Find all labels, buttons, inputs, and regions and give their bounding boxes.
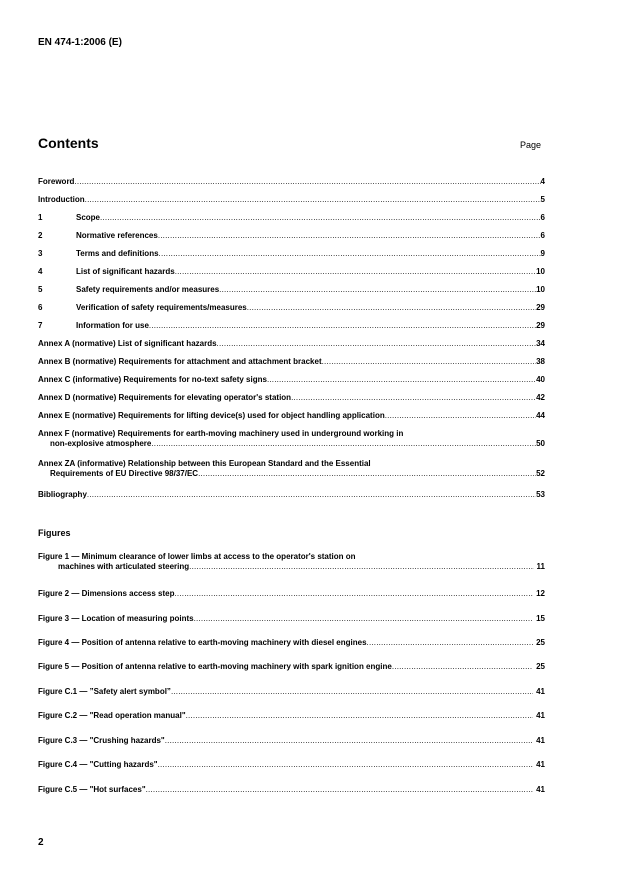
toc-entry-title: Information for use xyxy=(76,321,149,330)
toc-entry-number: 1 xyxy=(38,213,43,222)
document-header: EN 474-1:2006 (E) xyxy=(38,37,122,48)
toc-entry-number: 5 xyxy=(38,285,43,294)
toc-entry-title: Scope xyxy=(76,213,101,222)
toc-entry-page: 29 xyxy=(536,303,545,312)
toc-entry-page: 50 xyxy=(536,439,545,448)
figure-entry-4[interactable] xyxy=(38,638,545,648)
toc-entry-page: 29 xyxy=(536,321,545,330)
toc-entry-number: 7 xyxy=(38,321,43,330)
figure-entry-title: Figure C.5 — "Hot surfaces" xyxy=(38,785,146,794)
figure-entry-c4[interactable] xyxy=(38,760,545,770)
contents-title: Contents xyxy=(38,135,99,151)
toc-entry-page: 34 xyxy=(536,339,545,348)
figure-entry-page: 15 xyxy=(536,614,545,623)
figure-entry-3[interactable] xyxy=(38,614,545,624)
toc-entry-page: 40 xyxy=(536,375,545,384)
toc-entry-terms-definitions[interactable] xyxy=(38,249,545,259)
toc-entry-verification[interactable] xyxy=(38,303,545,313)
toc-entry-page: 6 xyxy=(540,231,545,240)
figure-entry-page: 12 xyxy=(536,589,545,598)
figure-entry-page: 25 xyxy=(536,662,545,671)
figure-entry-c3[interactable] xyxy=(38,736,545,746)
toc-entry-page: 44 xyxy=(536,411,545,420)
toc-entry-title: List of significant hazards xyxy=(76,267,175,276)
figure-entry-2[interactable] xyxy=(38,589,545,599)
toc-entry-page: 52 xyxy=(536,469,545,478)
figures-heading: Figures xyxy=(38,528,71,538)
figure-entry-title: Figure C.1 — ”Safety alert symbol” xyxy=(38,687,171,696)
toc-entry-title: Normative references xyxy=(76,231,158,240)
figure-entry-title: Figure C.4 — "Cutting hazards" xyxy=(38,760,158,769)
toc-entry-page: 10 xyxy=(536,285,545,294)
toc-entry-page: 53 xyxy=(536,490,545,499)
toc-entry-annex-a[interactable] xyxy=(38,339,545,349)
toc-entry-annex-e[interactable] xyxy=(38,411,545,421)
toc-entry-bibliography[interactable] xyxy=(38,490,545,500)
figure-entry-title: Figure 3 — Location of measuring points xyxy=(38,614,194,623)
toc-entry-title: Verification of safety requirements/measures xyxy=(76,303,247,312)
toc-entry-page: 10 xyxy=(536,267,545,276)
toc-entry-title: Terms and definitions xyxy=(76,249,159,258)
toc-entry-annex-d[interactable] xyxy=(38,393,545,403)
toc-entry-introduction[interactable] xyxy=(38,195,545,205)
toc-entry-number: 4 xyxy=(38,267,43,276)
figure-entry-5[interactable] xyxy=(38,662,545,672)
toc-entry-page: 9 xyxy=(540,249,545,258)
toc-entry-annex-f[interactable] xyxy=(38,429,545,449)
toc-entry-title: Introduction xyxy=(38,195,85,204)
toc-entry-page: 6 xyxy=(540,213,545,222)
toc-entry-title: Annex F (normative) Requirements for earth-moving machinery used in underground working in xyxy=(38,429,404,438)
figure-entry-page: 41 xyxy=(536,785,545,794)
toc-entry-page: 5 xyxy=(540,195,545,204)
toc-entry-number: 3 xyxy=(38,249,43,258)
toc-entry-annex-za[interactable] xyxy=(38,459,545,479)
figure-entry-page: 11 xyxy=(536,562,545,571)
toc-entry-scope[interactable] xyxy=(38,213,545,223)
toc-entry-annex-b[interactable] xyxy=(38,357,545,367)
toc-entry-foreword[interactable] xyxy=(38,177,545,187)
toc-entry-title: Annex A (normative) List of significant hazards xyxy=(38,339,217,348)
toc-entry-title: Safety requirements and/or measures xyxy=(76,285,220,294)
toc-entry-number: 2 xyxy=(38,231,43,240)
figure-entry-title-continued: machines with articulated steering xyxy=(58,562,190,571)
toc-entry-title: Foreword xyxy=(38,177,75,186)
toc-entry-title-continued: Requirements of EU Directive 98/37/EC xyxy=(50,469,199,478)
page-column-label: Page xyxy=(520,140,542,150)
toc-entry-title: Annex D (normative) Requirements for elevating operator's station xyxy=(38,393,292,402)
toc-entry-title: Annex B (normative) Requirements for attachment and attachment bracket xyxy=(38,357,322,366)
toc-entry-page: 38 xyxy=(536,357,545,366)
figure-entry-page: 41 xyxy=(536,711,545,720)
figure-entry-c1[interactable] xyxy=(38,687,545,697)
toc-entry-page: 42 xyxy=(536,393,545,402)
toc-entry-information-for-use[interactable] xyxy=(38,321,545,331)
page-number: 2 xyxy=(38,837,44,848)
figure-entry-page: 41 xyxy=(536,687,545,696)
toc-entry-significant-hazards[interactable] xyxy=(38,267,545,277)
toc-entry-number: 6 xyxy=(38,303,43,312)
toc-entry-normative-references[interactable] xyxy=(38,231,545,241)
figure-entry-page: 41 xyxy=(536,760,545,769)
toc-entry-annex-c[interactable] xyxy=(38,375,545,385)
figure-entry-c2[interactable] xyxy=(38,711,545,721)
toc-entry-title: Annex E (normative) Requirements for lifting device(s) used for object handling application xyxy=(38,411,385,420)
figure-entry-page: 41 xyxy=(536,736,545,745)
toc-entry-title: Bibliography xyxy=(38,490,87,499)
figure-entry-1[interactable] xyxy=(38,552,545,572)
figure-entry-title: Figure 2 — Dimensions access step xyxy=(38,589,175,598)
figure-entry-c5[interactable] xyxy=(38,785,545,795)
figure-entry-title: Figure C.3 — "Crushing hazards" xyxy=(38,736,165,745)
toc-entry-safety-requirements[interactable] xyxy=(38,285,545,295)
toc-entry-page: 4 xyxy=(540,177,545,186)
figure-entry-title: Figure 5 — Position of antenna relative to earth-moving machinery with spark ignition engine xyxy=(38,662,392,671)
figure-entry-title: Figure 1 — Minimum clearance of lower limbs at access to the operator's station on xyxy=(38,552,356,561)
toc-entry-title: Annex ZA (informative) Relationship between this European Standard and the Essential xyxy=(38,459,371,468)
figure-entry-title: Figure 4 — Position of antenna relative to earth-moving machinery with diesel engines xyxy=(38,638,367,647)
figure-entry-page: 25 xyxy=(536,638,545,647)
figure-entry-title: Figure C.2 — "Read operation manual" xyxy=(38,711,186,720)
toc-entry-title-continued: non-explosive atmosphere xyxy=(50,439,152,448)
toc-entry-title: Annex C (informative) Requirements for no-text safety signs xyxy=(38,375,267,384)
